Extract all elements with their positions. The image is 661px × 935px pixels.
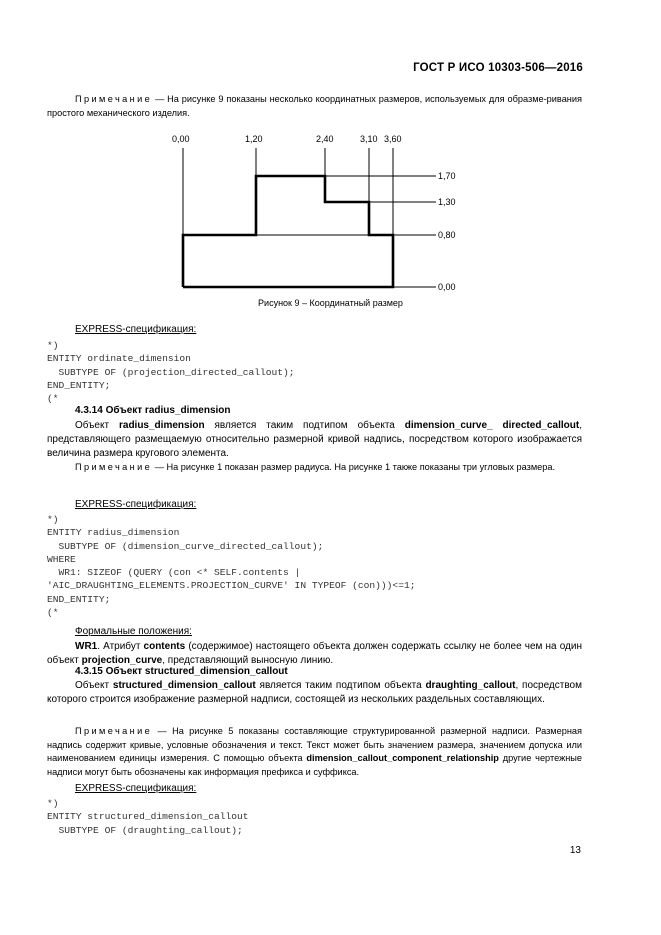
- text: (содержимое) настоящего объекта должен содержать ссылку не более чем на один объект: [47, 641, 582, 666]
- formal-label: Формальные положения:: [75, 626, 192, 637]
- express-label-2: EXPRESS-спецификация:: [75, 499, 197, 510]
- text: является таким подтипом объекта: [255, 680, 426, 691]
- figure-caption: Рисунок 9 – Координатный размер: [258, 298, 403, 308]
- entity-name: projection_curve: [81, 655, 163, 666]
- ordinate-label-0: 0,00: [172, 134, 190, 144]
- code-line: SUBTYPE OF (draughting_callout);: [47, 824, 243, 836]
- code-line: WR1: SIZEOF (QUERY (con <* SELF.contents |: [47, 567, 301, 579]
- express-code-1: [47, 339, 295, 405]
- code-line: SUBTYPE OF (projection_directed_callout);: [47, 366, 295, 378]
- note-label: Примечание: [75, 94, 153, 104]
- text: является таким подтипом объекта: [204, 420, 405, 431]
- express-code-3: [47, 797, 249, 837]
- section-4-3-15-body: [47, 679, 582, 707]
- text: Объект: [75, 420, 119, 431]
- ordinate-label-2: 2,40: [316, 134, 334, 144]
- formal-rule-wr1: [47, 640, 582, 668]
- document-header: ГОСТ Р ИСО 10303-506—2016: [413, 62, 583, 74]
- ordinate-label-4: 3,60: [384, 134, 402, 144]
- code-line: SUBTYPE OF (dimension_curve_directed_callout);: [47, 540, 324, 552]
- ordinate-label-r3: 0,80: [438, 230, 456, 240]
- section-4-3-14-body: [47, 419, 582, 461]
- entity-name: radius_dimension: [118, 420, 205, 431]
- section-4-3-14-title: 4.3.14 Объект radius_dimension: [75, 405, 231, 416]
- note-radius: [47, 461, 582, 475]
- rule-label: WR1: [75, 641, 98, 652]
- code-line: *): [47, 514, 59, 525]
- code-line: (*: [47, 393, 59, 405]
- note-text: — На рисунке 1 показан размер радиуса. На рисунке 1 также показаны три угловых размера.: [152, 462, 556, 472]
- entity-name: structured_dimension_callout: [112, 680, 256, 691]
- code-line: WHERE: [47, 553, 76, 565]
- page-number: 13: [569, 845, 581, 856]
- text: . Атрибут: [97, 641, 144, 652]
- ordinate-label-3: 3,10: [360, 134, 378, 144]
- text: Объект: [75, 680, 113, 691]
- text: , представляющего размещаемую относительно размерной кривой надпись, посредством которого изображается величина размера кругового элемента.: [47, 420, 583, 459]
- ordinate-label-r1: 1,70: [438, 171, 456, 181]
- ordinate-label-r4: 0,00: [438, 282, 456, 292]
- code-line: ENTITY ordinate_dimension: [47, 353, 191, 365]
- code-line: (*: [47, 607, 59, 619]
- entity-name: draughting_callout: [425, 680, 516, 691]
- part-outline: [183, 176, 393, 287]
- note-structured: [47, 725, 582, 779]
- text: , посредством которого строится изображение размерной надписи, состоящей из нескольких раздельных составляющих.: [47, 680, 582, 705]
- express-label-1: EXPRESS-спецификация:: [75, 324, 197, 335]
- note-text: — На рисунке 5 показаны составляющие структурированной размерной надписи. Размерная надпись содержит кривые, условные обозначения и текст. Текст может быть значением размера, значением допуска или наименованием единицы измерения. С помощью объекта: [47, 726, 582, 763]
- text: , представляющий выносную линию.: [162, 655, 334, 666]
- code-line: *): [47, 340, 59, 351]
- code-line: ENTITY structured_dimension_callout: [47, 811, 249, 823]
- ordinate-dimension-figure: [150, 130, 470, 295]
- express-label-3: EXPRESS-спецификация:: [75, 783, 197, 794]
- ordinate-label-r2: 1,30: [438, 197, 456, 207]
- entity-name: dimension_curve_ directed_callout: [404, 420, 580, 431]
- code-line: END_ENTITY;: [47, 593, 111, 605]
- code-line: ENTITY radius_dimension: [47, 527, 180, 539]
- note-text: — На рисунке 9 показаны несколько координатных размеров, используемых для образме-ривания простого механического изделия.: [47, 94, 582, 118]
- section-4-3-15-title: 4.3.15 Объект structured_dimension_callout: [75, 666, 288, 677]
- note-label: Примечание: [75, 726, 153, 736]
- note-figure-9: [47, 93, 582, 120]
- code-line: 'AIC_DRAUGHTING_ELEMENTS.PROJECTION_CURVE' IN TYPEOF (con)))<=1;: [47, 580, 416, 592]
- ordinate-label-1: 1,20: [245, 134, 263, 144]
- code-line: *): [47, 798, 59, 809]
- note-label: Примечание: [75, 462, 153, 472]
- attribute-name: contents: [143, 641, 186, 652]
- entity-name: dimension_callout_component_relationship: [306, 753, 499, 763]
- express-code-2: [47, 513, 415, 619]
- code-line: END_ENTITY;: [47, 379, 111, 391]
- note-text: другие чертежные надписи могут быть обозначены как информация префикса и суффикса.: [47, 753, 583, 777]
